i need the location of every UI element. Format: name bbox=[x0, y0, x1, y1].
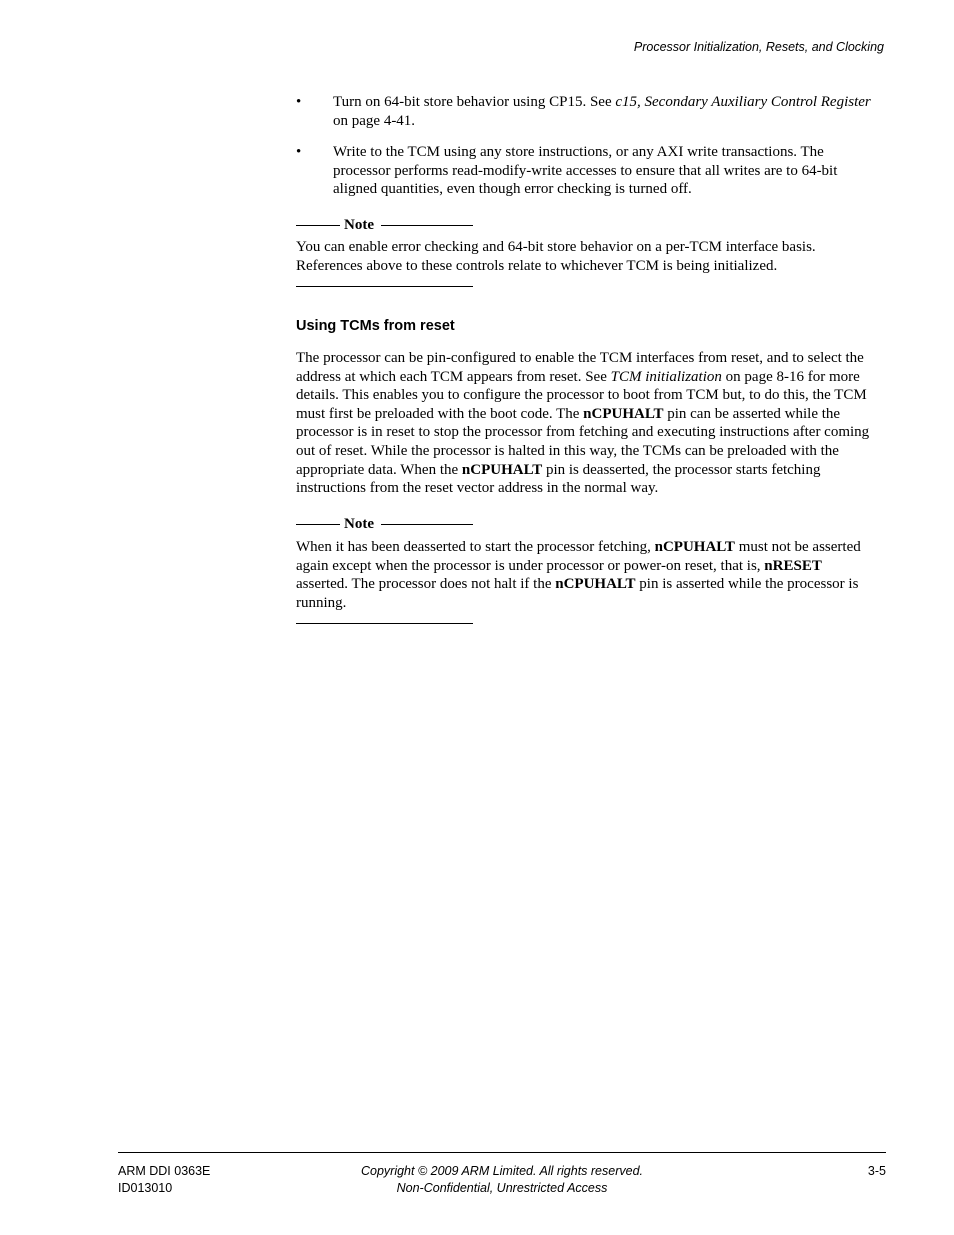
note-line: References above to these controls relate to whichever TCM is being initialized. bbox=[296, 257, 778, 274]
bullet-line: on page 4-41. bbox=[333, 112, 416, 129]
note-line: asserted. The processor does not halt if the nCPUHALT pin is asserted while the processor is bbox=[296, 576, 859, 593]
bullet-line: Write to the TCM using any store instructions, or any AXI write transactions. The bbox=[333, 144, 824, 160]
footer-page-number: 3-5 bbox=[867, 1164, 886, 1178]
note-heading bbox=[296, 216, 473, 236]
cross-reference-link[interactable]: c15, Secondary Auxiliary Control Register bbox=[615, 94, 871, 110]
paragraph-line: address at which each TCM appears from reset. See TCM initialization on page 8-16 for more bbox=[296, 368, 860, 385]
paragraph-line: processor is in reset to stop the processor from fetching and executing instructions after coming bbox=[296, 424, 870, 441]
section-paragraph bbox=[296, 349, 886, 498]
note-rule-left bbox=[296, 524, 340, 525]
bullet-text bbox=[333, 93, 886, 130]
bullet-text bbox=[333, 143, 886, 199]
note-line: again except when the processor is under processor or power-on reset, that is, nRESET bbox=[296, 557, 822, 574]
footer-copyright-block bbox=[302, 1163, 702, 1197]
paragraph-line: details. This enables you to configure the processor to boot from TCM but, to do this, the TCM bbox=[296, 387, 867, 404]
note-end-rule bbox=[296, 623, 473, 624]
note-body bbox=[296, 238, 886, 275]
footer-access: Non-Confidential, Unrestricted Access bbox=[396, 1181, 608, 1195]
bullet-marker: • bbox=[296, 94, 302, 110]
signal-name: nCPUHALT bbox=[461, 461, 543, 478]
paragraph-line: must first be preloaded with the boot code. The nCPUHALT pin can be asserted while the bbox=[296, 405, 841, 422]
note-rule-right bbox=[381, 225, 473, 226]
paragraph-line: appropriate data. When the nCPUHALT pin is deasserted, the processor starts fetching bbox=[296, 461, 821, 478]
note-rule-right bbox=[381, 524, 473, 525]
note-heading bbox=[296, 515, 473, 535]
note-line: When it has been deasserted to start the processor fetching, nCPUHALT must not be asserted bbox=[296, 539, 861, 555]
paragraph-line: out of reset. While the processor is halted in this way, the TCMs can be preloaded with the bbox=[296, 442, 839, 459]
bullet-item bbox=[296, 143, 886, 201]
cross-reference-link[interactable]: TCM initialization bbox=[610, 368, 722, 385]
note-label: Note bbox=[344, 217, 374, 233]
signal-name: nCPUHALT bbox=[555, 576, 636, 593]
note-line: You can enable error checking and 64-bit store behavior on a per-TCM interface basis. bbox=[296, 239, 816, 255]
note-rule-left bbox=[296, 225, 340, 226]
bullet-line: Turn on 64-bit store behavior using CP15. See c15, Secondary Auxiliary Control Register bbox=[333, 94, 871, 110]
footer-doc-id: ARM DDI 0363E bbox=[118, 1164, 211, 1178]
bullet-item bbox=[296, 93, 886, 133]
footer-issue-id: ID013010 bbox=[118, 1181, 173, 1195]
section-heading: Using TCMs from reset bbox=[296, 318, 455, 334]
bullet-line: aligned quantities, even though error checking is turned off. bbox=[333, 181, 692, 198]
footer-copyright: Copyright © 2009 ARM Limited. All rights reserved. bbox=[360, 1164, 643, 1178]
paragraph-line: instructions from the reset vector address in the normal way. bbox=[296, 480, 659, 497]
signal-name: nRESET bbox=[764, 557, 822, 574]
signal-name: nCPUHALT bbox=[583, 405, 664, 422]
footer-rule bbox=[118, 1152, 886, 1153]
running-header: Processor Initialization, Resets, and Clocking bbox=[633, 40, 884, 54]
bullet-marker: • bbox=[296, 144, 302, 160]
footer-doc-info bbox=[118, 1163, 210, 1197]
note-end-rule bbox=[296, 286, 473, 287]
signal-name: nCPUHALT bbox=[654, 539, 735, 555]
note-label: Note bbox=[344, 516, 374, 532]
note-line: running. bbox=[296, 594, 347, 611]
bullet-line: processor performs read-modify-write accesses to ensure that all writes are to 64-bit bbox=[333, 162, 838, 179]
note-body bbox=[296, 538, 886, 612]
paragraph-line: The processor can be pin-configured to enable the TCM interfaces from reset, and to select the bbox=[296, 350, 864, 366]
